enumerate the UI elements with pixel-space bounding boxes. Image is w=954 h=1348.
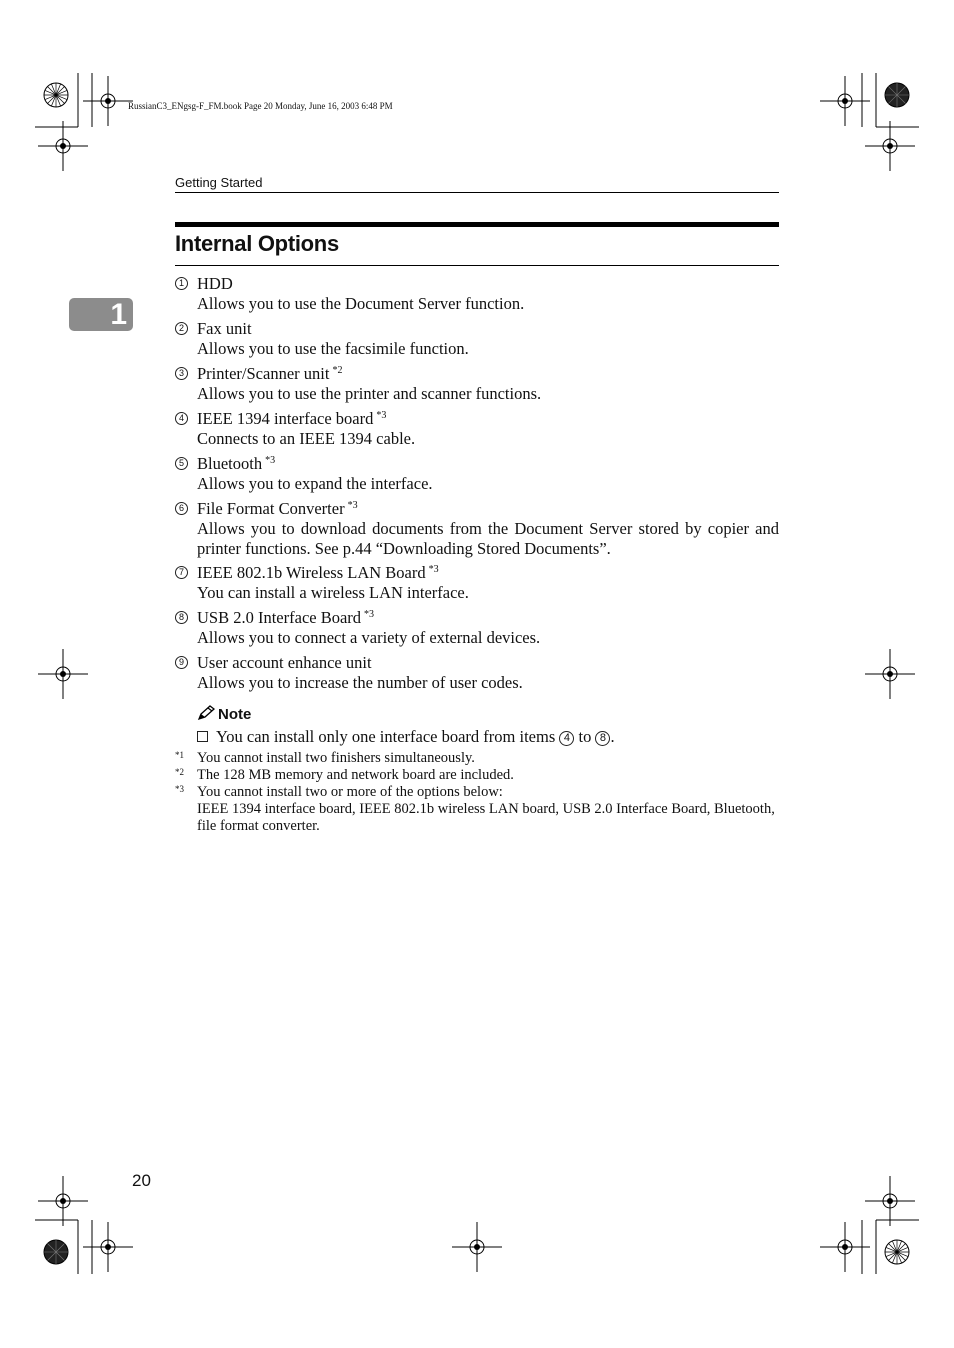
option-item bbox=[175, 409, 779, 449]
footnote-ref: *2 bbox=[332, 365, 343, 376]
item-name: Bluetooth $^{*3}$ bbox=[197, 454, 276, 473]
pencil-icon bbox=[197, 705, 215, 721]
header-rule bbox=[175, 192, 779, 193]
footnote-mark: *2 bbox=[175, 767, 184, 777]
item-number: 2 bbox=[175, 322, 188, 335]
option-item bbox=[175, 563, 779, 603]
option-item bbox=[175, 364, 779, 404]
item-ref-circle: 8 bbox=[595, 731, 610, 746]
item-number: 4 bbox=[175, 412, 188, 425]
footnote-mark: *3 bbox=[175, 784, 184, 794]
option-item bbox=[175, 653, 779, 693]
item-number: 6 bbox=[175, 502, 188, 515]
option-item bbox=[175, 274, 779, 314]
title-top-rule bbox=[175, 222, 779, 227]
item-description: Allows you to increase the number of user codes. bbox=[197, 673, 523, 692]
item-number: 1 bbox=[175, 277, 188, 290]
item-ref-circle: 4 bbox=[559, 731, 574, 746]
item-description: Allows you to expand the interface. bbox=[197, 474, 433, 493]
item-number: 5 bbox=[175, 457, 188, 470]
footnote-text: You cannot install two finishers simultaneously. bbox=[197, 750, 475, 766]
item-name: File Format Converter $^{*3}$ bbox=[197, 499, 358, 518]
item-description: Connects to an IEEE 1394 cable. bbox=[197, 429, 416, 448]
option-item bbox=[175, 454, 779, 494]
footnote-text: You cannot install two or more of the options below: bbox=[197, 784, 503, 800]
footnote-mark: *1 bbox=[175, 750, 184, 760]
note-heading: Note bbox=[197, 705, 251, 723]
item-description: Allows you to download documents from the Document Server stored by copier and printer functions. See p.44 “Downloading Stored Documents”. bbox=[197, 519, 779, 558]
option-item bbox=[175, 608, 779, 648]
section-header: Getting Started bbox=[175, 175, 263, 190]
page-title: Internal Options bbox=[175, 231, 339, 256]
item-name: User account enhance unit bbox=[197, 653, 372, 672]
title-bottom-rule bbox=[175, 265, 779, 266]
footnote-ref: *3 bbox=[364, 609, 375, 620]
footnote-ref: *3 bbox=[428, 564, 439, 575]
footnote-ref: *3 bbox=[347, 500, 358, 511]
item-number: 8 bbox=[175, 611, 188, 624]
item-description: Allows you to connect a variety of external devices. bbox=[197, 628, 541, 647]
footnote-text-continued: IEEE 1394 interface board, IEEE 802.1b wireless LAN board, USB 2.0 Interface Board, Bluetooth, file format converter. bbox=[197, 801, 775, 834]
item-description: Allows you to use the printer and scanner functions. bbox=[197, 384, 542, 403]
footnote bbox=[175, 767, 779, 784]
footnote-ref: *3 bbox=[265, 455, 276, 466]
footnote-ref: *3 bbox=[376, 410, 387, 421]
item-name: Printer/Scanner unit $^{*2}$ bbox=[197, 364, 343, 383]
footnote-text: The 128 MB memory and network board are included. bbox=[197, 767, 514, 783]
item-name: HDD bbox=[197, 274, 233, 293]
print-info: RussianC3_ENgsg-F_FM.book Page 20 Monday, June 16, 2003 6:48 PM bbox=[128, 101, 393, 111]
option-item bbox=[175, 319, 779, 359]
note-text: You can install only one interface board from items 4 to 8 . bbox=[197, 727, 615, 747]
item-name: USB 2.0 Interface Board $^{*3}$ bbox=[197, 608, 375, 627]
item-name: Fax unit bbox=[197, 319, 252, 338]
option-item bbox=[175, 499, 779, 559]
footnote bbox=[175, 784, 779, 835]
checkbox-bullet-icon bbox=[197, 731, 208, 742]
item-name: IEEE 1394 interface board $^{*3}$ bbox=[197, 409, 387, 428]
item-description: Allows you to use the facsimile function. bbox=[197, 339, 469, 358]
page-number: 20 bbox=[132, 1171, 151, 1190]
item-name: IEEE 802.1b Wireless LAN Board $^{*3}$ bbox=[197, 563, 439, 582]
item-description: You can install a wireless LAN interface. bbox=[197, 583, 469, 602]
item-number: 9 bbox=[175, 656, 188, 669]
item-description: Allows you to use the Document Server function. bbox=[197, 294, 525, 313]
item-number: 7 bbox=[175, 566, 188, 579]
footnote bbox=[175, 750, 779, 767]
chapter-tab: 1 bbox=[69, 298, 133, 331]
item-number: 3 bbox=[175, 367, 188, 380]
